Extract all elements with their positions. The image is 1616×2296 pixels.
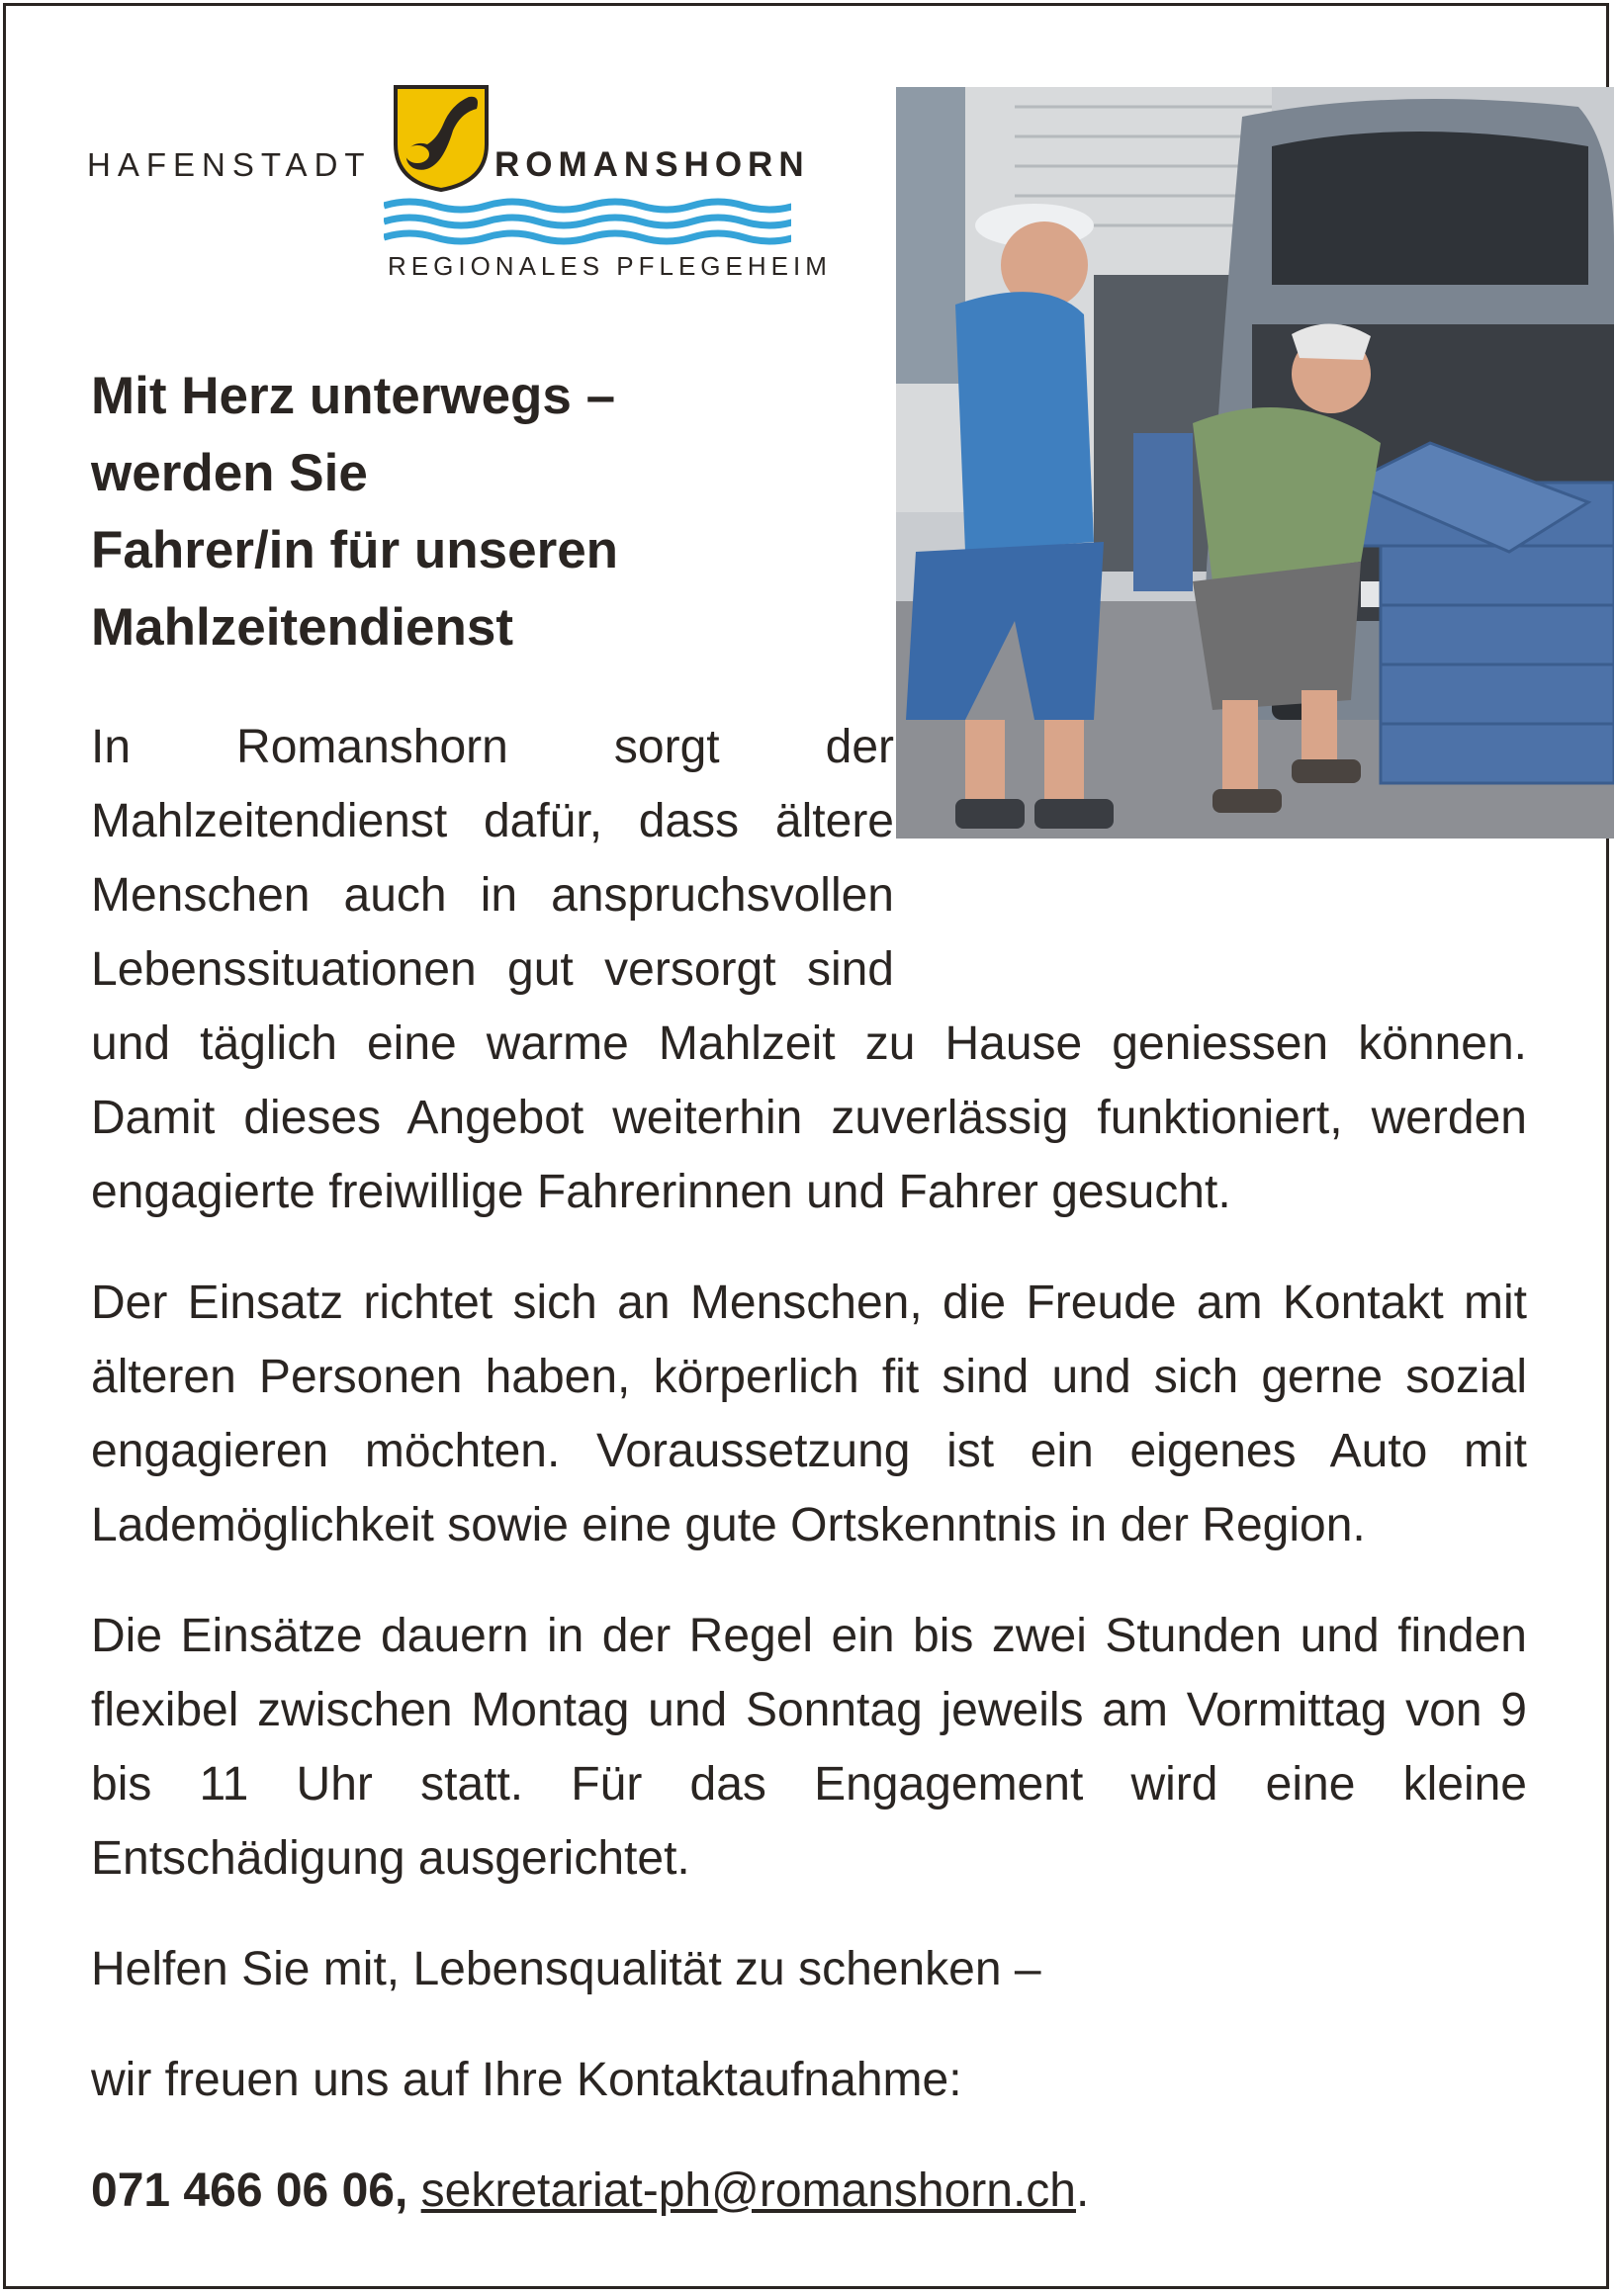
contact-line-2: wir freuen uns auf Ihre Kontaktaufnahme: bbox=[91, 2054, 962, 2106]
paragraph-1: In Romanshorn sorgt der Mahlzeitendienst dafür, dass ältere Menschen auch in anspruchsvollen Lebenssituationen gut versorgt sind und täglich eine warme Mahlzeit zu Hause geniessen können. Damit dieses Angebot weiterhin zuverlässig funktioniert, werden engagierte freiwillige Fahrerinnen und Fahrer gesucht. bbox=[91, 721, 1527, 1218]
email-link[interactable]: sekretariat-ph@romanshorn.ch bbox=[420, 2164, 1076, 2217]
photo-wrap-spacer bbox=[894, 710, 1527, 933]
romanshorn-crest-icon bbox=[392, 83, 491, 192]
body-text bbox=[91, 710, 1527, 2264]
paragraph-2: Der Einsatz richtet sich an Menschen, die Freude am Kontakt mit älteren Personen haben, körperlich fit sind und sich gerne sozial engagieren möchten. Voraussetzung ist ein eigenes Auto mit Lademöglichkeit sowie eine gute Ortskenntnis in der Region. bbox=[91, 1277, 1527, 1551]
headline-line-3: Fahrer/in für unseren bbox=[91, 521, 619, 579]
headline bbox=[91, 358, 843, 666]
contact-line-3 bbox=[91, 2154, 1527, 2228]
headline-line-2: werden Sie bbox=[91, 444, 368, 502]
headline-line-4: Mahlzeitendienst bbox=[91, 598, 514, 657]
headline-line-1: Mit Herz unterwegs – bbox=[91, 367, 616, 425]
contact-line-1: Helfen Sie mit, Lebensqualität zu schenken – bbox=[91, 1943, 1041, 1995]
phone-number[interactable]: 071 466 06 06, bbox=[91, 2164, 408, 2217]
waves-icon bbox=[384, 198, 791, 245]
logo-romanshorn: ROMANSHORN bbox=[494, 145, 810, 184]
paragraph-3: Die Einsätze dauern in der Regel ein bis zwei Stunden und finden flexibel zwischen Montag und Sonntag jeweils am Vormittag von 9 bis 11 Uhr statt. Für das Engagement wird eine kleine Entschädigung ausgerichtet. bbox=[91, 1610, 1527, 1885]
logo-subtitle: REGIONALES PFLEGEHEIM bbox=[388, 251, 832, 281]
contact-end: . bbox=[1075, 2164, 1090, 2217]
romanshorn-logo bbox=[87, 83, 868, 291]
logo-hafenstadt: HAFENSTADT bbox=[87, 146, 372, 183]
